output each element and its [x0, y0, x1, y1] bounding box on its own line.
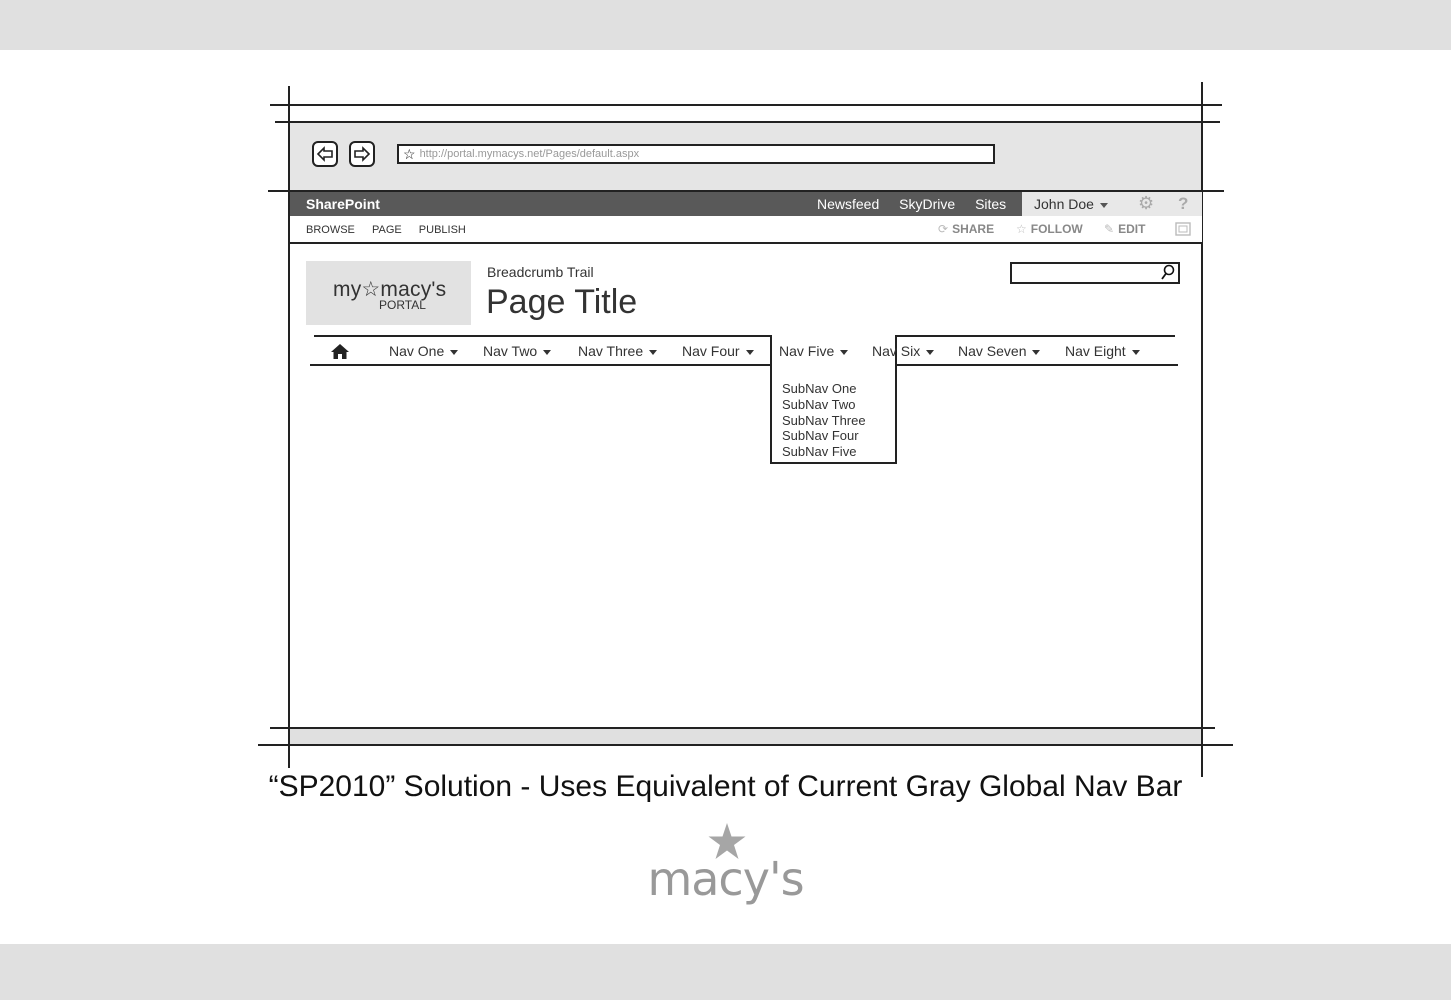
window-bottom-bar [290, 729, 1202, 745]
back-button[interactable] [312, 141, 338, 167]
nav-item-eight[interactable] [1065, 343, 1140, 359]
caret-down-icon [1132, 350, 1140, 355]
share-label: SHARE [952, 222, 995, 236]
sketch-line [270, 727, 1215, 729]
pencil-icon: ✎ [1104, 222, 1115, 236]
follow-label: FOLLOW [1030, 222, 1083, 236]
macys-logo: macy's [647, 852, 804, 906]
nav-label: Nav Eight [1065, 343, 1126, 359]
logo-text: my☆macy's [333, 278, 447, 301]
nav-item-seven[interactable] [958, 343, 1040, 359]
nav-label: Nav One [389, 343, 445, 359]
caret-down-icon [450, 350, 458, 355]
nav-item-three[interactable] [578, 343, 657, 359]
topnav-bottom-line [860, 364, 1178, 366]
nav-label: Nav Four [682, 343, 740, 359]
tab-publish[interactable]: PUBLISH [418, 224, 466, 236]
forward-arrow-icon [353, 146, 371, 162]
nav-label: Nav Two [483, 343, 538, 359]
user-menu[interactable] [1022, 192, 1202, 216]
edit-label: EDIT [1118, 222, 1146, 236]
edit-button[interactable] [1104, 222, 1145, 236]
nav-item-two[interactable] [483, 343, 551, 359]
topnav-bottom-line [310, 364, 772, 366]
gear-icon[interactable]: ⚙ [1138, 193, 1155, 213]
star-icon: ☆ [1016, 222, 1027, 236]
sketch-line [270, 104, 1222, 106]
forward-button[interactable] [349, 141, 375, 167]
bottom-band [0, 944, 1451, 1000]
address-bar[interactable] [397, 144, 995, 164]
nav-item-four[interactable] [682, 343, 754, 359]
follow-button[interactable] [1016, 222, 1083, 236]
favorite-star-icon[interactable]: ☆ [403, 146, 416, 162]
caret-down-icon [1032, 350, 1040, 355]
topnav-top-line [314, 335, 772, 337]
nav-label: Nav Six [872, 343, 921, 359]
newsfeed-link[interactable]: Newsfeed [817, 196, 880, 212]
subnav-item[interactable]: SubNav Two [782, 397, 856, 412]
sharepoint-brand[interactable]: SharePoint [306, 196, 380, 212]
sketch-line [258, 744, 1233, 746]
sketch-line [1201, 82, 1203, 777]
user-name: John Doe [1034, 196, 1094, 212]
back-arrow-icon [316, 146, 334, 162]
sites-link[interactable]: Sites [975, 196, 1007, 212]
breadcrumb[interactable]: Breadcrumb Trail [487, 264, 594, 280]
tab-page[interactable]: PAGE [371, 224, 402, 236]
subnav-item[interactable]: SubNav Five [782, 444, 857, 459]
nav-item-one[interactable] [389, 343, 458, 359]
help-icon[interactable]: ? [1178, 194, 1189, 213]
subnav-item[interactable]: SubNav Three [782, 413, 866, 428]
logo-subtext: PORTAL [379, 298, 426, 312]
caret-down-icon [926, 350, 934, 355]
page-title: Page Title [486, 283, 638, 321]
subnav-item[interactable]: SubNav Four [782, 428, 859, 443]
fullscreen-icon [1174, 221, 1192, 237]
topnav-top-line [895, 335, 1175, 337]
caret-down-icon [1100, 203, 1108, 208]
nav-label: Nav Five [779, 343, 835, 359]
focus-mode-button[interactable] [1174, 221, 1192, 240]
skydrive-link[interactable]: SkyDrive [899, 196, 956, 212]
address-url: http://portal.mymacys.net/Pages/default.aspx [419, 148, 640, 160]
site-logo[interactable] [306, 261, 471, 325]
sketch-line [288, 86, 290, 768]
ribbon-tabs [306, 224, 480, 236]
top-band [0, 0, 1451, 50]
tab-browse[interactable]: BROWSE [306, 224, 355, 236]
home-icon[interactable] [330, 343, 350, 365]
nav-label: Nav Three [578, 343, 644, 359]
search-icon[interactable] [1160, 264, 1176, 282]
caret-down-icon [649, 350, 657, 355]
dropdown-tab-cover [772, 364, 895, 368]
search-input[interactable] [1010, 262, 1180, 284]
caret-down-icon [543, 350, 551, 355]
caret-down-icon [840, 350, 848, 355]
nav-item-five[interactable] [779, 343, 848, 359]
ribbon [290, 216, 1202, 244]
suite-links [817, 196, 1022, 212]
subnav-item[interactable]: SubNav One [782, 381, 857, 396]
nav-label: Nav Seven [958, 343, 1027, 359]
share-icon: ⟳ [938, 222, 949, 236]
nav-item-six[interactable] [872, 343, 934, 359]
caret-down-icon [746, 350, 754, 355]
slide-caption: “SP2010” Solution - Uses Equivalent of Current Gray Global Nav Bar [268, 770, 1183, 803]
suite-bar [290, 192, 1202, 216]
sketch-line [275, 121, 1220, 123]
share-button[interactable] [938, 222, 994, 236]
